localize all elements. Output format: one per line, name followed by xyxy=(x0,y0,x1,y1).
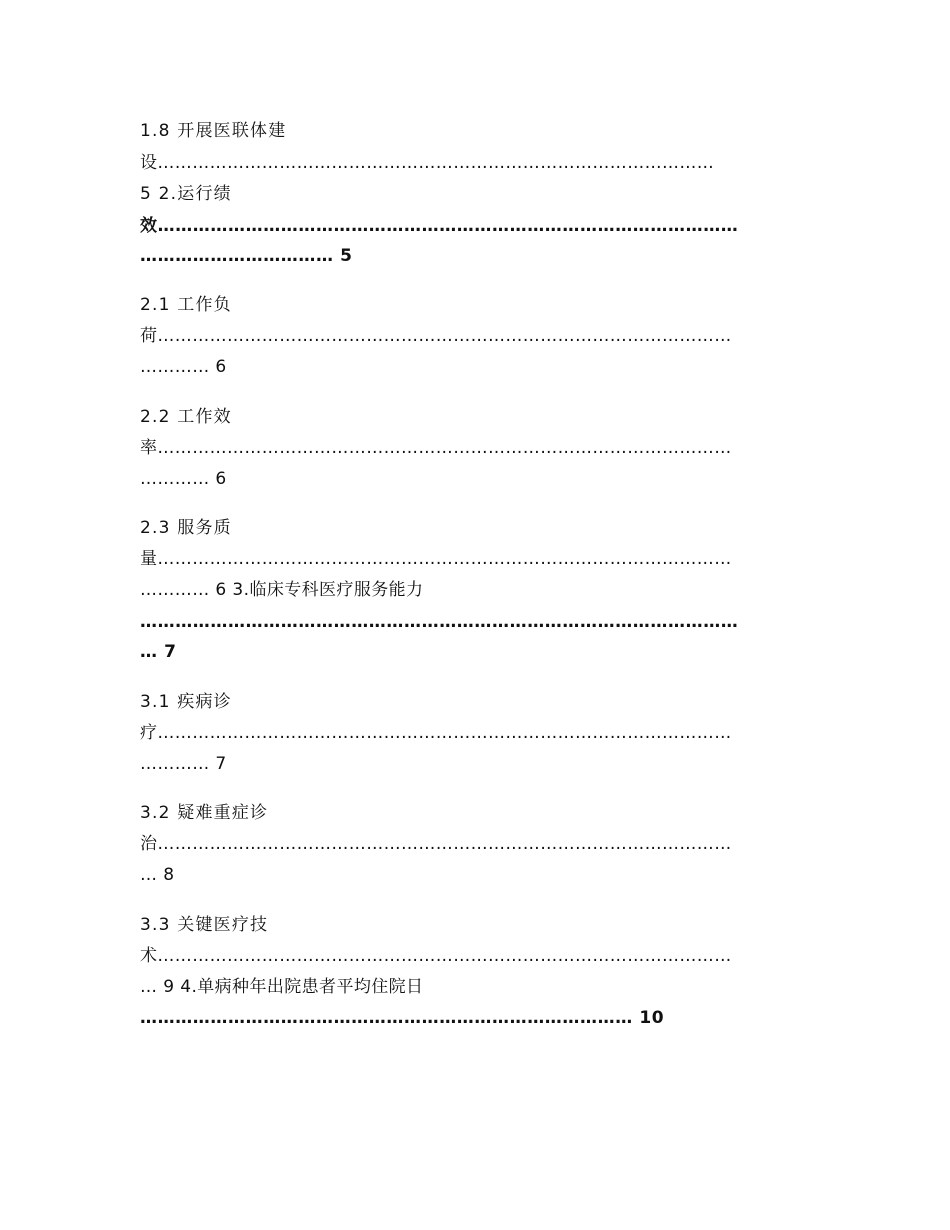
toc-entry-4-title: … 9 4.单病种年出院患者平均住院日 xyxy=(140,977,424,997)
toc-entry-2-page: …………………………… 5 xyxy=(140,246,353,266)
toc-entry-2-2-page: ………… 6 xyxy=(140,469,227,489)
toc-entry-1-8-title: 1.8 开展医联体建 xyxy=(140,121,287,141)
toc-entry-2-3-leader: 量……………………………………………………………………………………… xyxy=(140,549,732,569)
toc-entry-2-3-title: 2.3 服务质 xyxy=(140,518,232,538)
toc-entry-2-1-title: 2.1 工作负 xyxy=(140,295,232,315)
toc-entry-3-2-leader: 治……………………………………………………………………………………… xyxy=(140,834,732,854)
toc-entry-3-3-leader: 术……………………………………………………………………………………… xyxy=(140,946,732,966)
toc-entry-3-1-title: 3.1 疾病诊 xyxy=(140,692,232,712)
toc-entry-3-3-title: 3.3 关键医疗技 xyxy=(140,915,269,935)
toc-entry-3-2-page: … 8 xyxy=(140,865,175,885)
toc-entry-2-2-title: 2.2 工作效 xyxy=(140,407,232,427)
toc-entry-3-1-leader: 疗……………………………………………………………………………………… xyxy=(140,723,732,743)
toc-entry-3-title: ………… 6 3.临床专科医疗服务能力 xyxy=(140,580,424,600)
toc-entry-4-leader-page: ………………………………………………………………………… 10 xyxy=(140,1008,665,1028)
toc-entry-1-8-leader: 设…………………………………………………………………………………… xyxy=(140,153,715,173)
toc-entry-2-1-leader: 荷……………………………………………………………………………………… xyxy=(140,326,732,346)
toc-entry-3-page: … 7 xyxy=(140,642,177,662)
toc-entry-2-title: 5 2.运行绩 xyxy=(140,184,232,204)
toc-entry-3-1-page: ………… 7 xyxy=(140,754,227,774)
toc-entry-3-leader: ………………………………………………………………………………………… xyxy=(140,612,739,632)
toc-entry-2-2-leader: 率……………………………………………………………………………………… xyxy=(140,438,732,458)
toc-entry-2-1-page: ………… 6 xyxy=(140,357,227,377)
toc-entry-3-2-title: 3.2 疑难重症诊 xyxy=(140,803,269,823)
toc-entry-2-leader: 效……………………………………………………………………………………… xyxy=(140,216,739,236)
